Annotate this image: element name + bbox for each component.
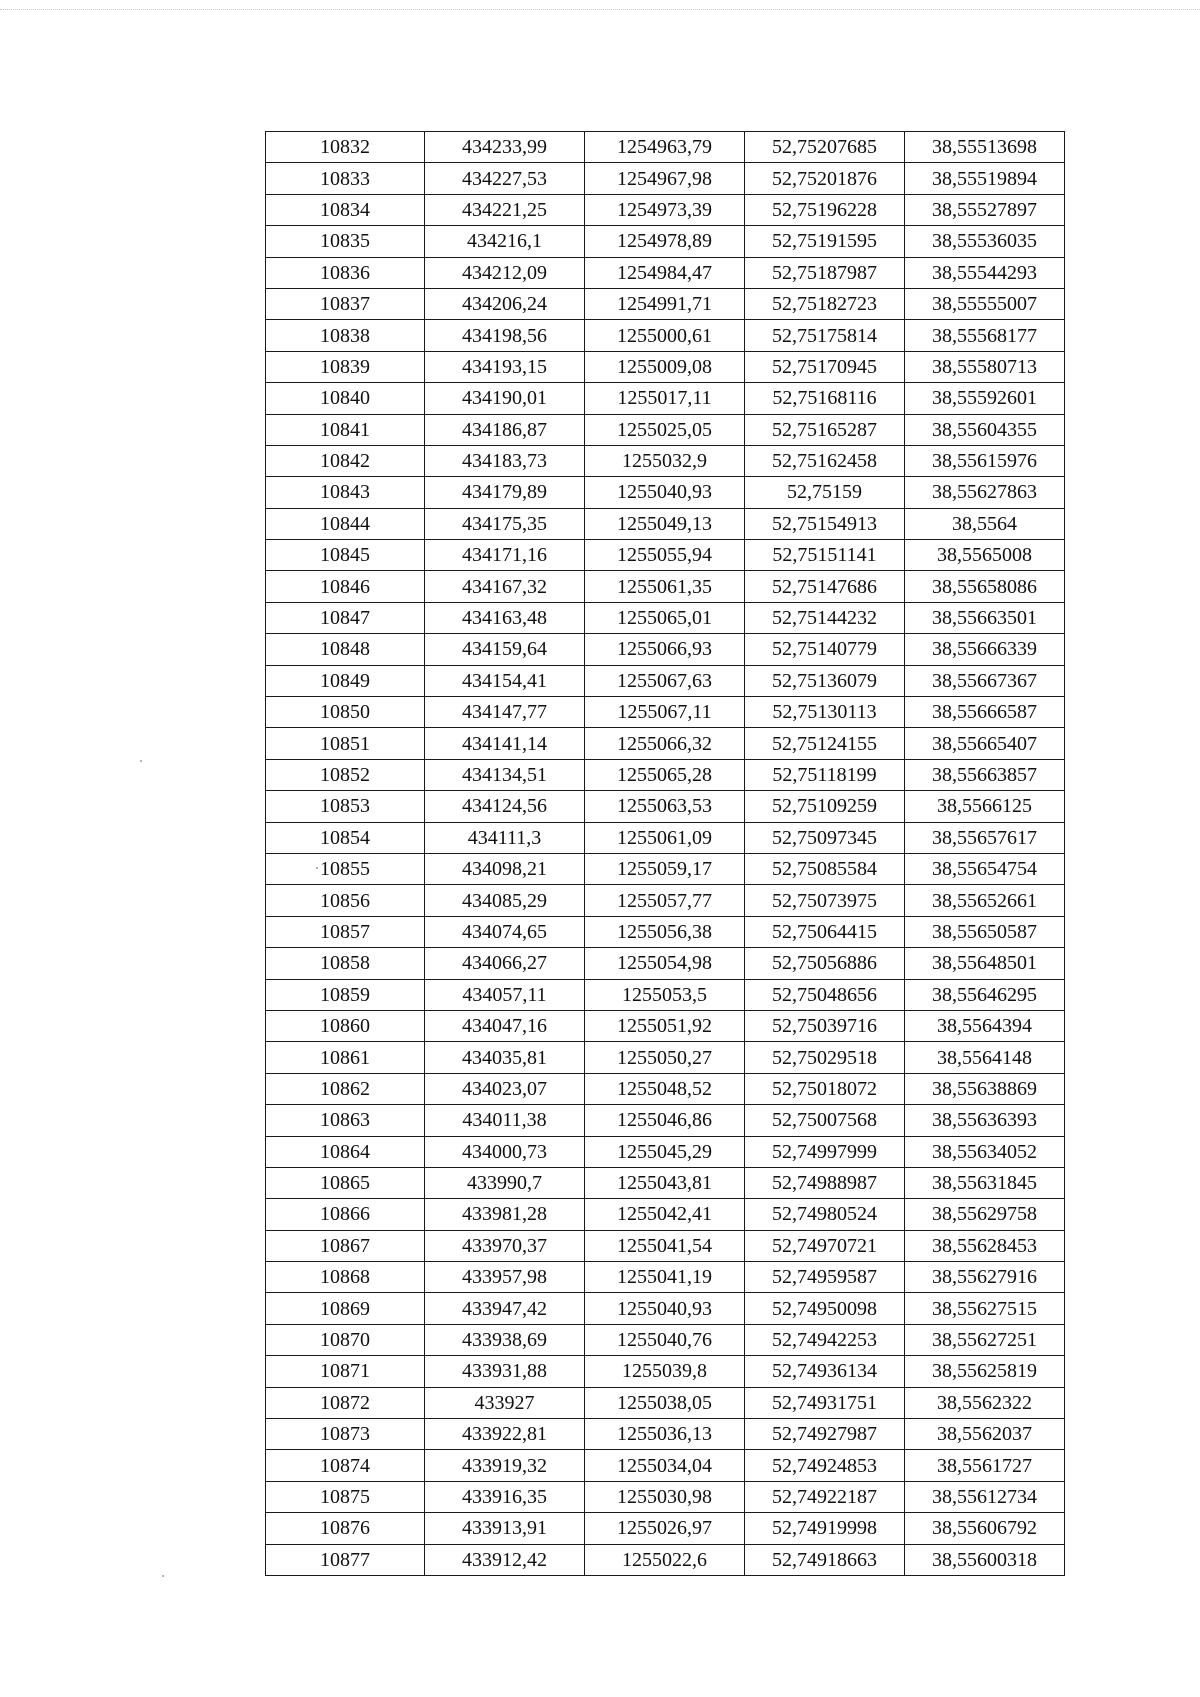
table-row (266, 1199, 1065, 1230)
latitude-cell: 52,75109259 (745, 791, 905, 822)
longitude-cell: 38,55663501 (905, 602, 1065, 633)
table-row (266, 540, 1065, 571)
longitude-cell: 38,5561727 (905, 1450, 1065, 1481)
table-row (266, 791, 1065, 822)
table-row (266, 1324, 1065, 1355)
longitude-cell: 38,55600318 (905, 1544, 1065, 1575)
longitude-cell: 38,55657617 (905, 822, 1065, 853)
x-coordinate-cell: 434233,99 (425, 132, 585, 163)
latitude-cell: 52,74959587 (745, 1262, 905, 1293)
table-row (266, 979, 1065, 1010)
longitude-cell: 38,55606792 (905, 1513, 1065, 1544)
latitude-cell: 52,75170945 (745, 351, 905, 382)
table-row (266, 1544, 1065, 1575)
longitude-cell: 38,55568177 (905, 320, 1065, 351)
y-coordinate-cell: 1255000,61 (585, 320, 745, 351)
latitude-cell: 52,75140779 (745, 634, 905, 665)
y-coordinate-cell: 1255055,94 (585, 540, 745, 571)
y-coordinate-cell: 1255039,8 (585, 1356, 745, 1387)
x-coordinate-cell: 434074,65 (425, 916, 585, 947)
longitude-cell: 38,55658086 (905, 571, 1065, 602)
point-number-cell: 10853 (266, 791, 425, 822)
latitude-cell: 52,75196228 (745, 194, 905, 225)
x-coordinate-cell: 434098,21 (425, 853, 585, 884)
table-row (266, 571, 1065, 602)
latitude-cell: 52,75144232 (745, 602, 905, 633)
x-coordinate-cell: 433938,69 (425, 1324, 585, 1355)
x-coordinate-cell: 434183,73 (425, 445, 585, 476)
longitude-cell: 38,5564148 (905, 1042, 1065, 1073)
point-number-cell: 10874 (266, 1450, 425, 1481)
table-row (266, 257, 1065, 288)
longitude-cell: 38,55636393 (905, 1105, 1065, 1136)
longitude-cell: 38,55555007 (905, 288, 1065, 319)
point-number-cell: 10844 (266, 508, 425, 539)
y-coordinate-cell: 1255040,76 (585, 1324, 745, 1355)
y-coordinate-cell: 1255009,08 (585, 351, 745, 382)
table-row (266, 1419, 1065, 1450)
longitude-cell: 38,55519894 (905, 163, 1065, 194)
y-coordinate-cell: 1254973,39 (585, 194, 745, 225)
y-coordinate-cell: 1255066,32 (585, 728, 745, 759)
latitude-cell: 52,74942253 (745, 1324, 905, 1355)
table-row (266, 916, 1065, 947)
point-number-cell: 10850 (266, 697, 425, 728)
point-number-cell: 10872 (266, 1387, 425, 1418)
latitude-cell: 52,75187987 (745, 257, 905, 288)
table-row (266, 1167, 1065, 1198)
longitude-cell: 38,55654754 (905, 853, 1065, 884)
point-number-cell: 10849 (266, 665, 425, 696)
x-coordinate-cell: 433922,81 (425, 1419, 585, 1450)
y-coordinate-cell: 1255065,28 (585, 759, 745, 790)
y-coordinate-cell: 1255056,38 (585, 916, 745, 947)
table-row (266, 132, 1065, 163)
x-coordinate-cell: 434134,51 (425, 759, 585, 790)
point-number-cell: 10837 (266, 288, 425, 319)
x-coordinate-cell: 433970,37 (425, 1230, 585, 1261)
x-coordinate-cell: 434179,89 (425, 477, 585, 508)
y-coordinate-cell: 1255046,86 (585, 1105, 745, 1136)
table-row (266, 822, 1065, 853)
x-coordinate-cell: 434171,16 (425, 540, 585, 571)
point-number-cell: 10868 (266, 1262, 425, 1293)
table-row (266, 697, 1065, 728)
latitude-cell: 52,74927987 (745, 1419, 905, 1450)
latitude-cell: 52,75207685 (745, 132, 905, 163)
point-number-cell: 10862 (266, 1073, 425, 1104)
point-number-cell: 10873 (266, 1419, 425, 1450)
longitude-cell: 38,55663857 (905, 759, 1065, 790)
latitude-cell: 52,75085584 (745, 853, 905, 884)
y-coordinate-cell: 1255043,81 (585, 1167, 745, 1198)
y-coordinate-cell: 1255032,9 (585, 445, 745, 476)
point-number-cell: 10842 (266, 445, 425, 476)
point-number-cell: 10871 (266, 1356, 425, 1387)
longitude-cell: 38,55627515 (905, 1293, 1065, 1324)
latitude-cell: 52,75039716 (745, 1010, 905, 1041)
point-number-cell: 10832 (266, 132, 425, 163)
table-row (266, 1293, 1065, 1324)
y-coordinate-cell: 1255030,98 (585, 1481, 745, 1512)
x-coordinate-cell: 433947,42 (425, 1293, 585, 1324)
y-coordinate-cell: 1255053,5 (585, 979, 745, 1010)
longitude-cell: 38,55628453 (905, 1230, 1065, 1261)
longitude-cell: 38,55648501 (905, 948, 1065, 979)
x-coordinate-cell: 434057,11 (425, 979, 585, 1010)
longitude-cell: 38,55527897 (905, 194, 1065, 225)
y-coordinate-cell: 1255061,35 (585, 571, 745, 602)
table-row (266, 288, 1065, 319)
latitude-cell: 52,75136079 (745, 665, 905, 696)
x-coordinate-cell: 433990,7 (425, 1167, 585, 1198)
point-number-cell: 10851 (266, 728, 425, 759)
latitude-cell: 52,75154913 (745, 508, 905, 539)
scan-top-edge (0, 9, 1200, 10)
point-number-cell: 10861 (266, 1042, 425, 1073)
longitude-cell: 38,55652661 (905, 885, 1065, 916)
y-coordinate-cell: 1255067,63 (585, 665, 745, 696)
table-row (266, 1387, 1065, 1418)
longitude-cell: 38,55592601 (905, 383, 1065, 414)
longitude-cell: 38,5562322 (905, 1387, 1065, 1418)
point-number-cell: 10856 (266, 885, 425, 916)
longitude-cell: 38,55627863 (905, 477, 1065, 508)
x-coordinate-cell: 433912,42 (425, 1544, 585, 1575)
latitude-cell: 52,74918663 (745, 1544, 905, 1575)
latitude-cell: 52,75175814 (745, 320, 905, 351)
table-row (266, 445, 1065, 476)
table-row (266, 948, 1065, 979)
longitude-cell: 38,55666339 (905, 634, 1065, 665)
point-number-cell: 10836 (266, 257, 425, 288)
table-row (266, 320, 1065, 351)
scan-speck (140, 760, 142, 762)
y-coordinate-cell: 1255049,13 (585, 508, 745, 539)
y-coordinate-cell: 1255051,92 (585, 1010, 745, 1041)
point-number-cell: 10877 (266, 1544, 425, 1575)
point-number-cell: 10838 (266, 320, 425, 351)
x-coordinate-cell: 434186,87 (425, 414, 585, 445)
latitude-cell: 52,74970721 (745, 1230, 905, 1261)
table-row (266, 728, 1065, 759)
y-coordinate-cell: 1255050,27 (585, 1042, 745, 1073)
latitude-cell: 52,75124155 (745, 728, 905, 759)
longitude-cell: 38,55536035 (905, 226, 1065, 257)
point-number-cell: 10855 (266, 853, 425, 884)
latitude-cell: 52,75151141 (745, 540, 905, 571)
y-coordinate-cell: 1255034,04 (585, 1450, 745, 1481)
x-coordinate-cell: 434198,56 (425, 320, 585, 351)
table-row (266, 1073, 1065, 1104)
latitude-cell: 52,75118199 (745, 759, 905, 790)
x-coordinate-cell: 434047,16 (425, 1010, 585, 1041)
y-coordinate-cell: 1255041,54 (585, 1230, 745, 1261)
longitude-cell: 38,55625819 (905, 1356, 1065, 1387)
point-number-cell: 10857 (266, 916, 425, 947)
point-number-cell: 10863 (266, 1105, 425, 1136)
table-row (266, 194, 1065, 225)
point-number-cell: 10858 (266, 948, 425, 979)
x-coordinate-cell: 434175,35 (425, 508, 585, 539)
latitude-cell: 52,75162458 (745, 445, 905, 476)
latitude-cell: 52,75097345 (745, 822, 905, 853)
latitude-cell: 52,75048656 (745, 979, 905, 1010)
longitude-cell: 38,55634052 (905, 1136, 1065, 1167)
longitude-cell: 38,55627251 (905, 1324, 1065, 1355)
longitude-cell: 38,5565008 (905, 540, 1065, 571)
point-number-cell: 10860 (266, 1010, 425, 1041)
x-coordinate-cell: 433957,98 (425, 1262, 585, 1293)
y-coordinate-cell: 1255022,6 (585, 1544, 745, 1575)
y-coordinate-cell: 1255017,11 (585, 383, 745, 414)
y-coordinate-cell: 1255038,05 (585, 1387, 745, 1418)
point-number-cell: 10864 (266, 1136, 425, 1167)
y-coordinate-cell: 1255063,53 (585, 791, 745, 822)
y-coordinate-cell: 1255065,01 (585, 602, 745, 633)
latitude-cell: 52,74950098 (745, 1293, 905, 1324)
longitude-cell: 38,55650587 (905, 916, 1065, 947)
table-row (266, 1105, 1065, 1136)
table-row (266, 665, 1065, 696)
y-coordinate-cell: 1255054,98 (585, 948, 745, 979)
x-coordinate-cell: 434212,09 (425, 257, 585, 288)
table-row (266, 1136, 1065, 1167)
longitude-cell: 38,5562037 (905, 1419, 1065, 1450)
longitude-cell: 38,55646295 (905, 979, 1065, 1010)
x-coordinate-cell: 433931,88 (425, 1356, 585, 1387)
latitude-cell: 52,74980524 (745, 1199, 905, 1230)
x-coordinate-cell: 434206,24 (425, 288, 585, 319)
point-number-cell: 10846 (266, 571, 425, 602)
table-row (266, 885, 1065, 916)
y-coordinate-cell: 1255045,29 (585, 1136, 745, 1167)
x-coordinate-cell: 434000,73 (425, 1136, 585, 1167)
latitude-cell: 52,75159 (745, 477, 905, 508)
table-row (266, 759, 1065, 790)
longitude-cell: 38,5564394 (905, 1010, 1065, 1041)
x-coordinate-cell: 433919,32 (425, 1450, 585, 1481)
table-row (266, 226, 1065, 257)
latitude-cell: 52,74931751 (745, 1387, 905, 1418)
table-row (266, 1262, 1065, 1293)
table-row (266, 602, 1065, 633)
y-coordinate-cell: 1254963,79 (585, 132, 745, 163)
point-number-cell: 10875 (266, 1481, 425, 1512)
y-coordinate-cell: 1255057,77 (585, 885, 745, 916)
point-number-cell: 10833 (266, 163, 425, 194)
longitude-cell: 38,55627916 (905, 1262, 1065, 1293)
y-coordinate-cell: 1255040,93 (585, 1293, 745, 1324)
longitude-cell: 38,55615976 (905, 445, 1065, 476)
point-number-cell: 10859 (266, 979, 425, 1010)
latitude-cell: 52,74936134 (745, 1356, 905, 1387)
longitude-cell: 38,55667367 (905, 665, 1065, 696)
y-coordinate-cell: 1255025,05 (585, 414, 745, 445)
longitude-cell: 38,55580713 (905, 351, 1065, 382)
point-number-cell: 10847 (266, 602, 425, 633)
y-coordinate-cell: 1254967,98 (585, 163, 745, 194)
longitude-cell: 38,55665407 (905, 728, 1065, 759)
x-coordinate-cell: 434167,32 (425, 571, 585, 602)
longitude-cell: 38,55513698 (905, 132, 1065, 163)
latitude-cell: 52,75201876 (745, 163, 905, 194)
point-number-cell: 10848 (266, 634, 425, 665)
point-number-cell: 10841 (266, 414, 425, 445)
latitude-cell: 52,74924853 (745, 1450, 905, 1481)
point-number-cell: 10866 (266, 1199, 425, 1230)
coordinates-table (265, 131, 1065, 1576)
y-coordinate-cell: 1254984,47 (585, 257, 745, 288)
table-row (266, 853, 1065, 884)
longitude-cell: 38,55629758 (905, 1199, 1065, 1230)
y-coordinate-cell: 1255066,93 (585, 634, 745, 665)
y-coordinate-cell: 1255048,52 (585, 1073, 745, 1104)
x-coordinate-cell: 434035,81 (425, 1042, 585, 1073)
longitude-cell: 38,55638869 (905, 1073, 1065, 1104)
table-row (266, 1481, 1065, 1512)
latitude-cell: 52,75007568 (745, 1105, 905, 1136)
x-coordinate-cell: 434011,38 (425, 1105, 585, 1136)
x-coordinate-cell: 434163,48 (425, 602, 585, 633)
x-coordinate-cell: 434159,64 (425, 634, 585, 665)
point-number-cell: 10867 (266, 1230, 425, 1261)
x-coordinate-cell: 434147,77 (425, 697, 585, 728)
table-row (266, 1356, 1065, 1387)
x-coordinate-cell: 434154,41 (425, 665, 585, 696)
y-coordinate-cell: 1255036,13 (585, 1419, 745, 1450)
latitude-cell: 52,75056886 (745, 948, 905, 979)
latitude-cell: 52,75168116 (745, 383, 905, 414)
latitude-cell: 52,74997999 (745, 1136, 905, 1167)
scan-speck (162, 1575, 164, 1577)
y-coordinate-cell: 1255040,93 (585, 477, 745, 508)
x-coordinate-cell: 434193,15 (425, 351, 585, 382)
point-number-cell: 10839 (266, 351, 425, 382)
table-row (266, 1450, 1065, 1481)
latitude-cell: 52,75147686 (745, 571, 905, 602)
table-row (266, 508, 1065, 539)
y-coordinate-cell: 1255042,41 (585, 1199, 745, 1230)
latitude-cell: 52,74919998 (745, 1513, 905, 1544)
longitude-cell: 38,5564 (905, 508, 1065, 539)
x-coordinate-cell: 433916,35 (425, 1481, 585, 1512)
x-coordinate-cell: 434221,25 (425, 194, 585, 225)
table-row (266, 163, 1065, 194)
y-coordinate-cell: 1255041,19 (585, 1262, 745, 1293)
y-coordinate-cell: 1254991,71 (585, 288, 745, 319)
point-number-cell: 10865 (266, 1167, 425, 1198)
y-coordinate-cell: 1255026,97 (585, 1513, 745, 1544)
y-coordinate-cell: 1255061,09 (585, 822, 745, 853)
longitude-cell: 38,55612734 (905, 1481, 1065, 1512)
point-number-cell: 10834 (266, 194, 425, 225)
point-number-cell: 10843 (266, 477, 425, 508)
latitude-cell: 52,75182723 (745, 288, 905, 319)
x-coordinate-cell: 434085,29 (425, 885, 585, 916)
table-row (266, 383, 1065, 414)
latitude-cell: 52,75165287 (745, 414, 905, 445)
latitude-cell: 52,74922187 (745, 1481, 905, 1512)
point-number-cell: 10876 (266, 1513, 425, 1544)
longitude-cell: 38,5566125 (905, 791, 1065, 822)
x-coordinate-cell: 434141,14 (425, 728, 585, 759)
latitude-cell: 52,75073975 (745, 885, 905, 916)
point-number-cell: 10840 (266, 383, 425, 414)
latitude-cell: 52,75064415 (745, 916, 905, 947)
table-row (266, 1513, 1065, 1544)
x-coordinate-cell: 434023,07 (425, 1073, 585, 1104)
y-coordinate-cell: 1255067,11 (585, 697, 745, 728)
point-number-cell: 10854 (266, 822, 425, 853)
table-row (266, 1010, 1065, 1041)
x-coordinate-cell: 433927 (425, 1387, 585, 1418)
x-coordinate-cell: 434066,27 (425, 948, 585, 979)
point-number-cell: 10845 (266, 540, 425, 571)
x-coordinate-cell: 434227,53 (425, 163, 585, 194)
x-coordinate-cell: 434111,3 (425, 822, 585, 853)
table-row (266, 477, 1065, 508)
table-row (266, 1042, 1065, 1073)
table-row (266, 1230, 1065, 1261)
y-coordinate-cell: 1255059,17 (585, 853, 745, 884)
latitude-cell: 52,75029518 (745, 1042, 905, 1073)
x-coordinate-cell: 434216,1 (425, 226, 585, 257)
longitude-cell: 38,55666587 (905, 697, 1065, 728)
longitude-cell: 38,55544293 (905, 257, 1065, 288)
latitude-cell: 52,75191595 (745, 226, 905, 257)
x-coordinate-cell: 434190,01 (425, 383, 585, 414)
coordinates-table-body (266, 132, 1065, 1576)
table-row (266, 414, 1065, 445)
latitude-cell: 52,75018072 (745, 1073, 905, 1104)
latitude-cell: 52,74988987 (745, 1167, 905, 1198)
point-number-cell: 10835 (266, 226, 425, 257)
x-coordinate-cell: 433981,28 (425, 1199, 585, 1230)
table-row (266, 351, 1065, 382)
y-coordinate-cell: 1254978,89 (585, 226, 745, 257)
point-number-cell: 10852 (266, 759, 425, 790)
longitude-cell: 38,55631845 (905, 1167, 1065, 1198)
x-coordinate-cell: 433913,91 (425, 1513, 585, 1544)
x-coordinate-cell: 434124,56 (425, 791, 585, 822)
point-number-cell: 10870 (266, 1324, 425, 1355)
latitude-cell: 52,75130113 (745, 697, 905, 728)
table-row (266, 634, 1065, 665)
point-number-cell: 10869 (266, 1293, 425, 1324)
longitude-cell: 38,55604355 (905, 414, 1065, 445)
